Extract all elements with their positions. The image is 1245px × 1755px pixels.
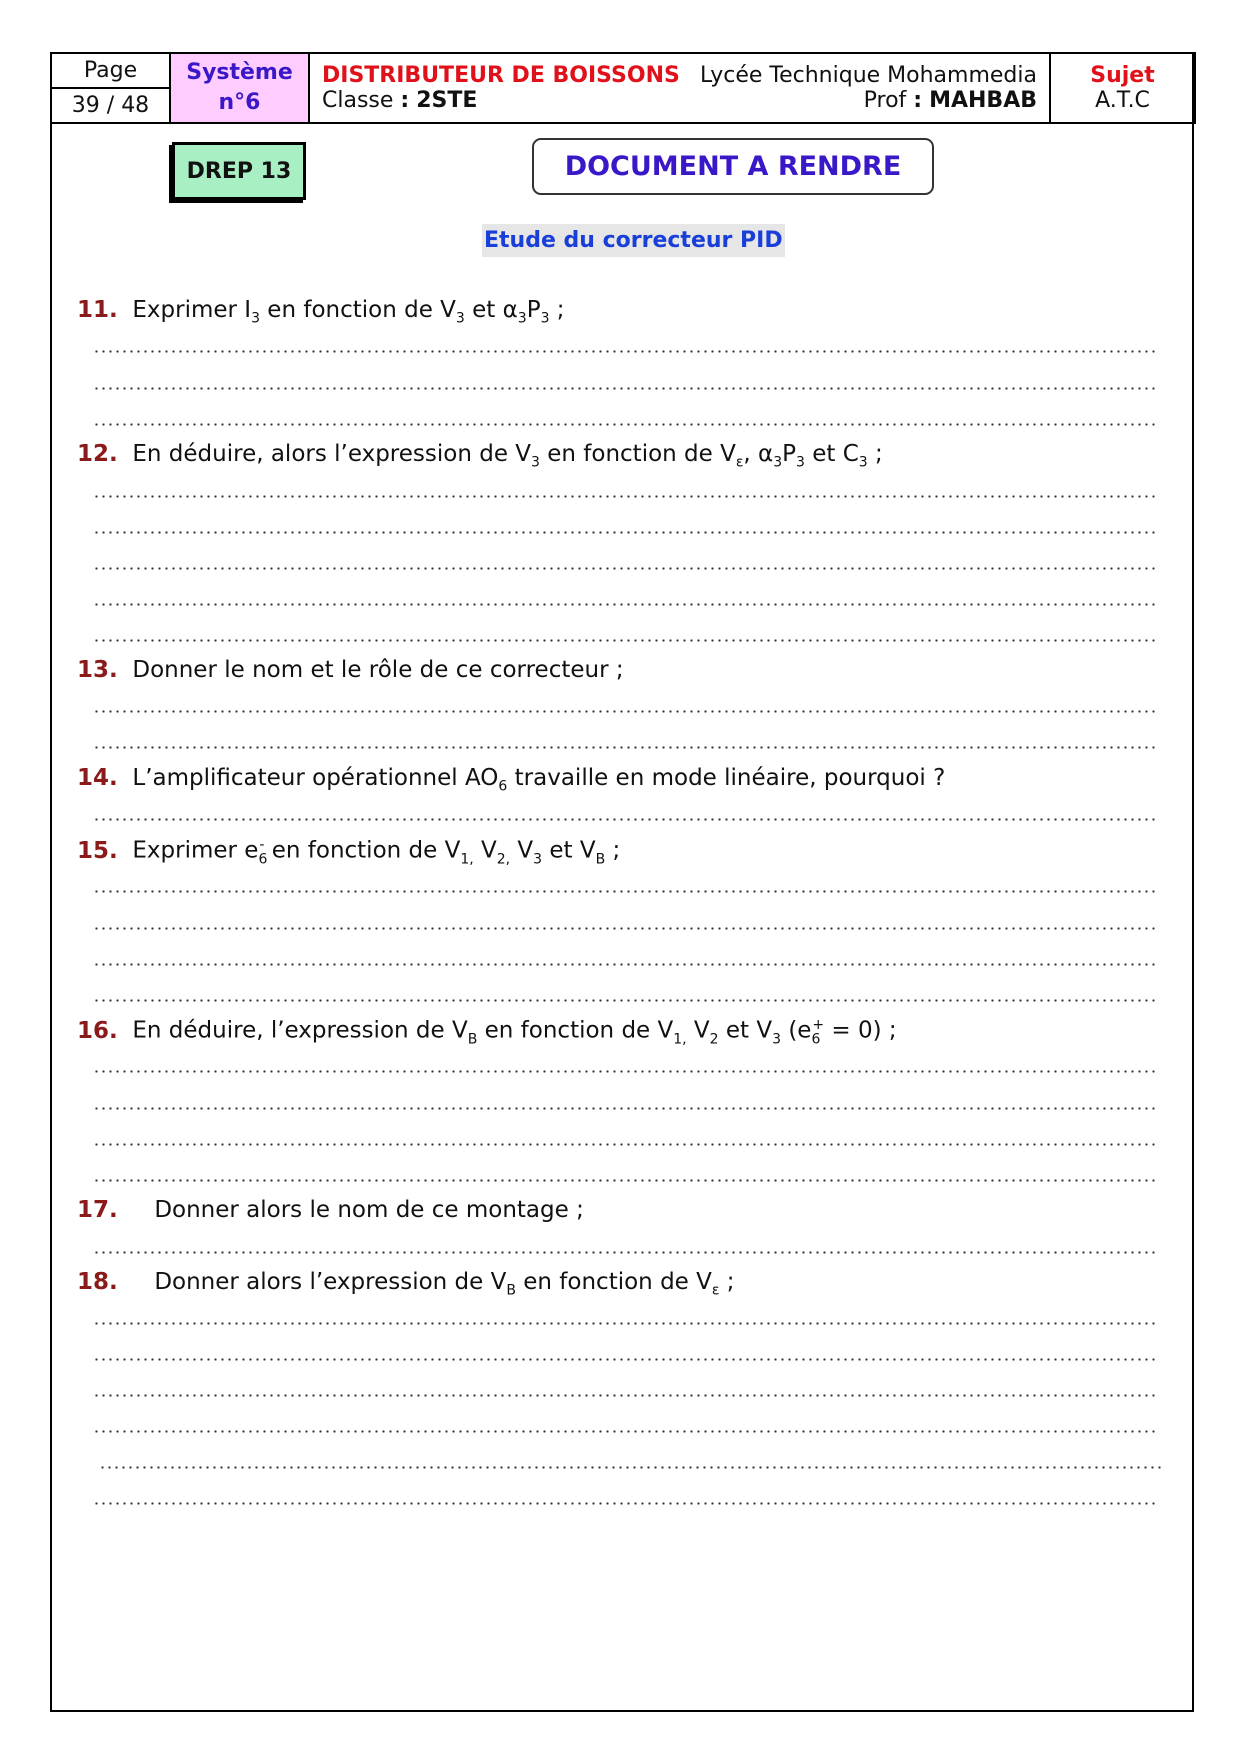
prof-info: Prof : MAHBAB xyxy=(863,88,1037,113)
answer-line[interactable] xyxy=(93,1430,1156,1433)
section-title: Etude du correcteur PID xyxy=(482,224,785,257)
answer-line[interactable] xyxy=(93,350,1156,353)
question-16: 16. En déduire, l’expression de $V_B$ en fonction de $V_{1,}$ $V_2$ et $V_3$ $(e_6^+ = 0)$ ; xyxy=(77,1017,897,1048)
answer-line[interactable] xyxy=(93,1179,1156,1182)
answer-line[interactable] xyxy=(99,1466,1162,1469)
page-label: Page xyxy=(51,53,170,88)
answer-line[interactable] xyxy=(93,963,1156,966)
systeme-line1: Système xyxy=(186,60,293,85)
classe-info: Classe : 2STE xyxy=(322,88,478,113)
document-a-rendre-title: DOCUMENT A RENDRE xyxy=(532,138,934,195)
answer-line[interactable] xyxy=(93,1251,1156,1254)
answer-line[interactable] xyxy=(93,710,1156,713)
sujet-value: A.T.C xyxy=(1095,88,1150,113)
answer-line[interactable] xyxy=(93,746,1156,749)
answer-line[interactable] xyxy=(93,1143,1156,1146)
doc-header-title: DISTRIBUTEUR DE BOISSONS xyxy=(322,63,680,88)
question-15: 15. Exprimer $e_6^-$ en fonction de $V_{1,}$ $V_{2,}$ $V_3$ et $V_B$ ; xyxy=(77,837,621,868)
answer-line[interactable] xyxy=(93,1502,1156,1505)
answer-line[interactable] xyxy=(93,1107,1156,1110)
answer-line[interactable] xyxy=(93,495,1156,498)
header-table xyxy=(50,52,1196,124)
drep-label: DREP 13 xyxy=(172,142,306,200)
page-number: 39 / 48 xyxy=(51,88,170,123)
title-cell xyxy=(309,53,1050,123)
answer-line[interactable] xyxy=(93,1322,1156,1325)
answer-line[interactable] xyxy=(93,603,1156,606)
sujet-cell xyxy=(1050,53,1195,123)
answer-line[interactable] xyxy=(93,639,1156,642)
question-11: 11. Exprimer $I_3$ en fonction de $V_3$ et $\alpha_3P_3$ ; xyxy=(77,297,565,327)
question-13: 13. Donner le nom et le rôle de ce correcteur ; xyxy=(77,657,624,683)
answer-line[interactable] xyxy=(93,1358,1156,1361)
systeme-cell xyxy=(170,53,309,123)
question-12: 12. En déduire, alors l’expression de $V_3$ en fonction de $V_\varepsilon$, $\alpha_3P_3$ et $C_3$ ; xyxy=(77,441,883,471)
question-17: 17. Donner alors le nom de ce montage ; xyxy=(77,1197,584,1223)
answer-line[interactable] xyxy=(93,818,1156,821)
question-18: 18. Donner alors l’expression de $V_B$ en fonction de $V_\varepsilon$ ; xyxy=(77,1269,735,1299)
answer-line[interactable] xyxy=(93,531,1156,534)
sujet-label: Sujet xyxy=(1090,63,1155,88)
answer-line[interactable] xyxy=(93,999,1156,1002)
answer-line[interactable] xyxy=(93,387,1156,390)
answer-line[interactable] xyxy=(93,423,1156,426)
answer-line[interactable] xyxy=(93,1394,1156,1397)
answer-line[interactable] xyxy=(93,1070,1156,1073)
answer-line[interactable] xyxy=(93,567,1156,570)
school-name: Lycée Technique Mohammedia xyxy=(699,63,1037,88)
question-14: 14. L’amplificateur opérationnel $AO_6$ travaille en mode linéaire, pourquoi ? xyxy=(77,765,946,795)
answer-line[interactable] xyxy=(93,890,1156,893)
systeme-line2: n°6 xyxy=(218,90,261,115)
answer-line[interactable] xyxy=(93,927,1156,930)
